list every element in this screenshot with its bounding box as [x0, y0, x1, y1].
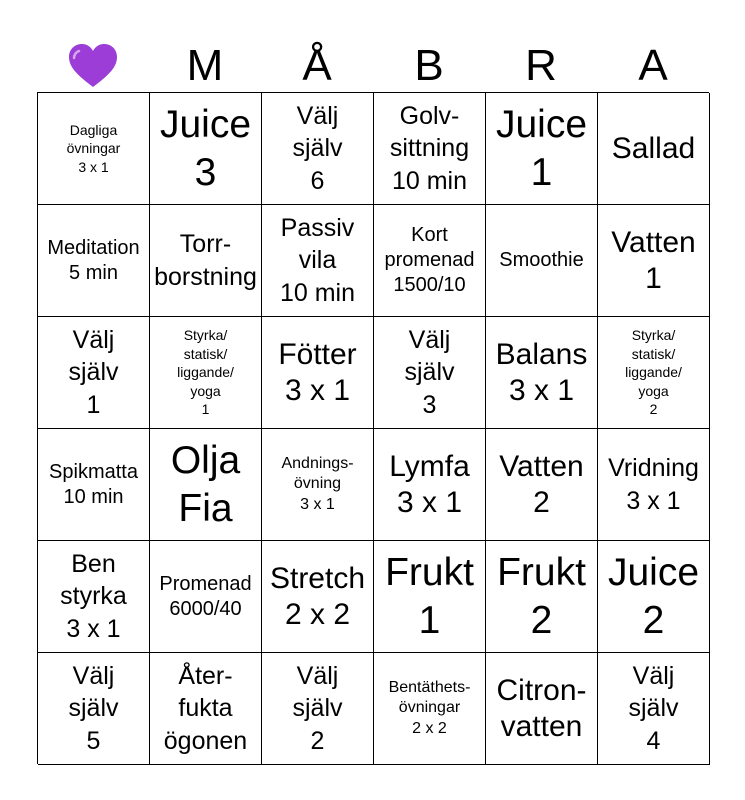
bingo-cell[interactable]: Vridning 3 x 1	[598, 429, 710, 541]
bingo-cell[interactable]: Frukt 1	[374, 541, 486, 653]
bingo-cell[interactable]: Andnings- övning 3 x 1	[262, 429, 374, 541]
bingo-cell[interactable]: Juice 2	[598, 541, 710, 653]
bingo-cell[interactable]: Välj själv 6	[262, 93, 374, 205]
bingo-cell[interactable]: Stretch 2 x 2	[262, 541, 374, 653]
bingo-cell[interactable]: Spikmatta 10 min	[38, 429, 150, 541]
bingo-cell[interactable]: Citron- vatten	[486, 653, 598, 765]
bingo-grid	[37, 92, 709, 764]
bingo-cell[interactable]: Juice 3	[150, 93, 262, 205]
bingo-header	[37, 38, 709, 94]
bingo-cell[interactable]: Vatten 1	[598, 205, 710, 317]
bingo-cell[interactable]: Torr- borstning	[150, 205, 262, 317]
header-letter-a-ring: Å	[302, 41, 332, 90]
heart-shape	[67, 43, 119, 89]
bingo-cell[interactable]: Åter- fukta ögonen	[150, 653, 262, 765]
bingo-cell[interactable]: Välj själv 4	[598, 653, 710, 765]
bingo-cell[interactable]: Olja Fia	[150, 429, 262, 541]
header-letter-r: R	[525, 41, 557, 90]
bingo-cell[interactable]: Frukt 2	[486, 541, 598, 653]
bingo-cell[interactable]: Lymfa 3 x 1	[374, 429, 486, 541]
bingo-cell[interactable]: Välj själv 1	[38, 317, 150, 429]
bingo-cell[interactable]: Juice 1	[486, 93, 598, 205]
bingo-cell[interactable]: Välj själv 5	[38, 653, 150, 765]
bingo-cell[interactable]: Dagliga övningar 3 x 1	[38, 93, 150, 205]
bingo-cell[interactable]: Välj själv 3	[374, 317, 486, 429]
bingo-cell[interactable]: Styrka/ statisk/ liggande/ yoga 2	[598, 317, 710, 429]
bingo-cell[interactable]: Välj själv 2	[262, 653, 374, 765]
bingo-cell[interactable]: Passiv vila 10 min	[262, 205, 374, 317]
bingo-cell[interactable]: Balans 3 x 1	[486, 317, 598, 429]
bingo-cell[interactable]: Kort promenad 1500/10	[374, 205, 486, 317]
bingo-cell[interactable]: Meditation 5 min	[38, 205, 150, 317]
bingo-cell[interactable]: Promenad 6000/40	[150, 541, 262, 653]
bingo-cell[interactable]: Golv- sittning 10 min	[374, 93, 486, 205]
header-letter-b: B	[414, 41, 444, 90]
header-letter-a: A	[638, 41, 668, 90]
bingo-cell[interactable]: Smoothie	[486, 205, 598, 317]
bingo-cell[interactable]: Ben styrka 3 x 1	[38, 541, 150, 653]
bingo-cell[interactable]: Fötter 3 x 1	[262, 317, 374, 429]
bingo-cell[interactable]: Styrka/ statisk/ liggande/ yoga 1	[150, 317, 262, 429]
header-letter-m: M	[186, 41, 224, 90]
bingo-cell[interactable]: Bentäthets- övningar 2 x 2	[374, 653, 486, 765]
bingo-cell[interactable]: Sallad	[598, 93, 710, 205]
bingo-cell[interactable]: Vatten 2	[486, 429, 598, 541]
purple-heart-icon	[37, 38, 149, 94]
